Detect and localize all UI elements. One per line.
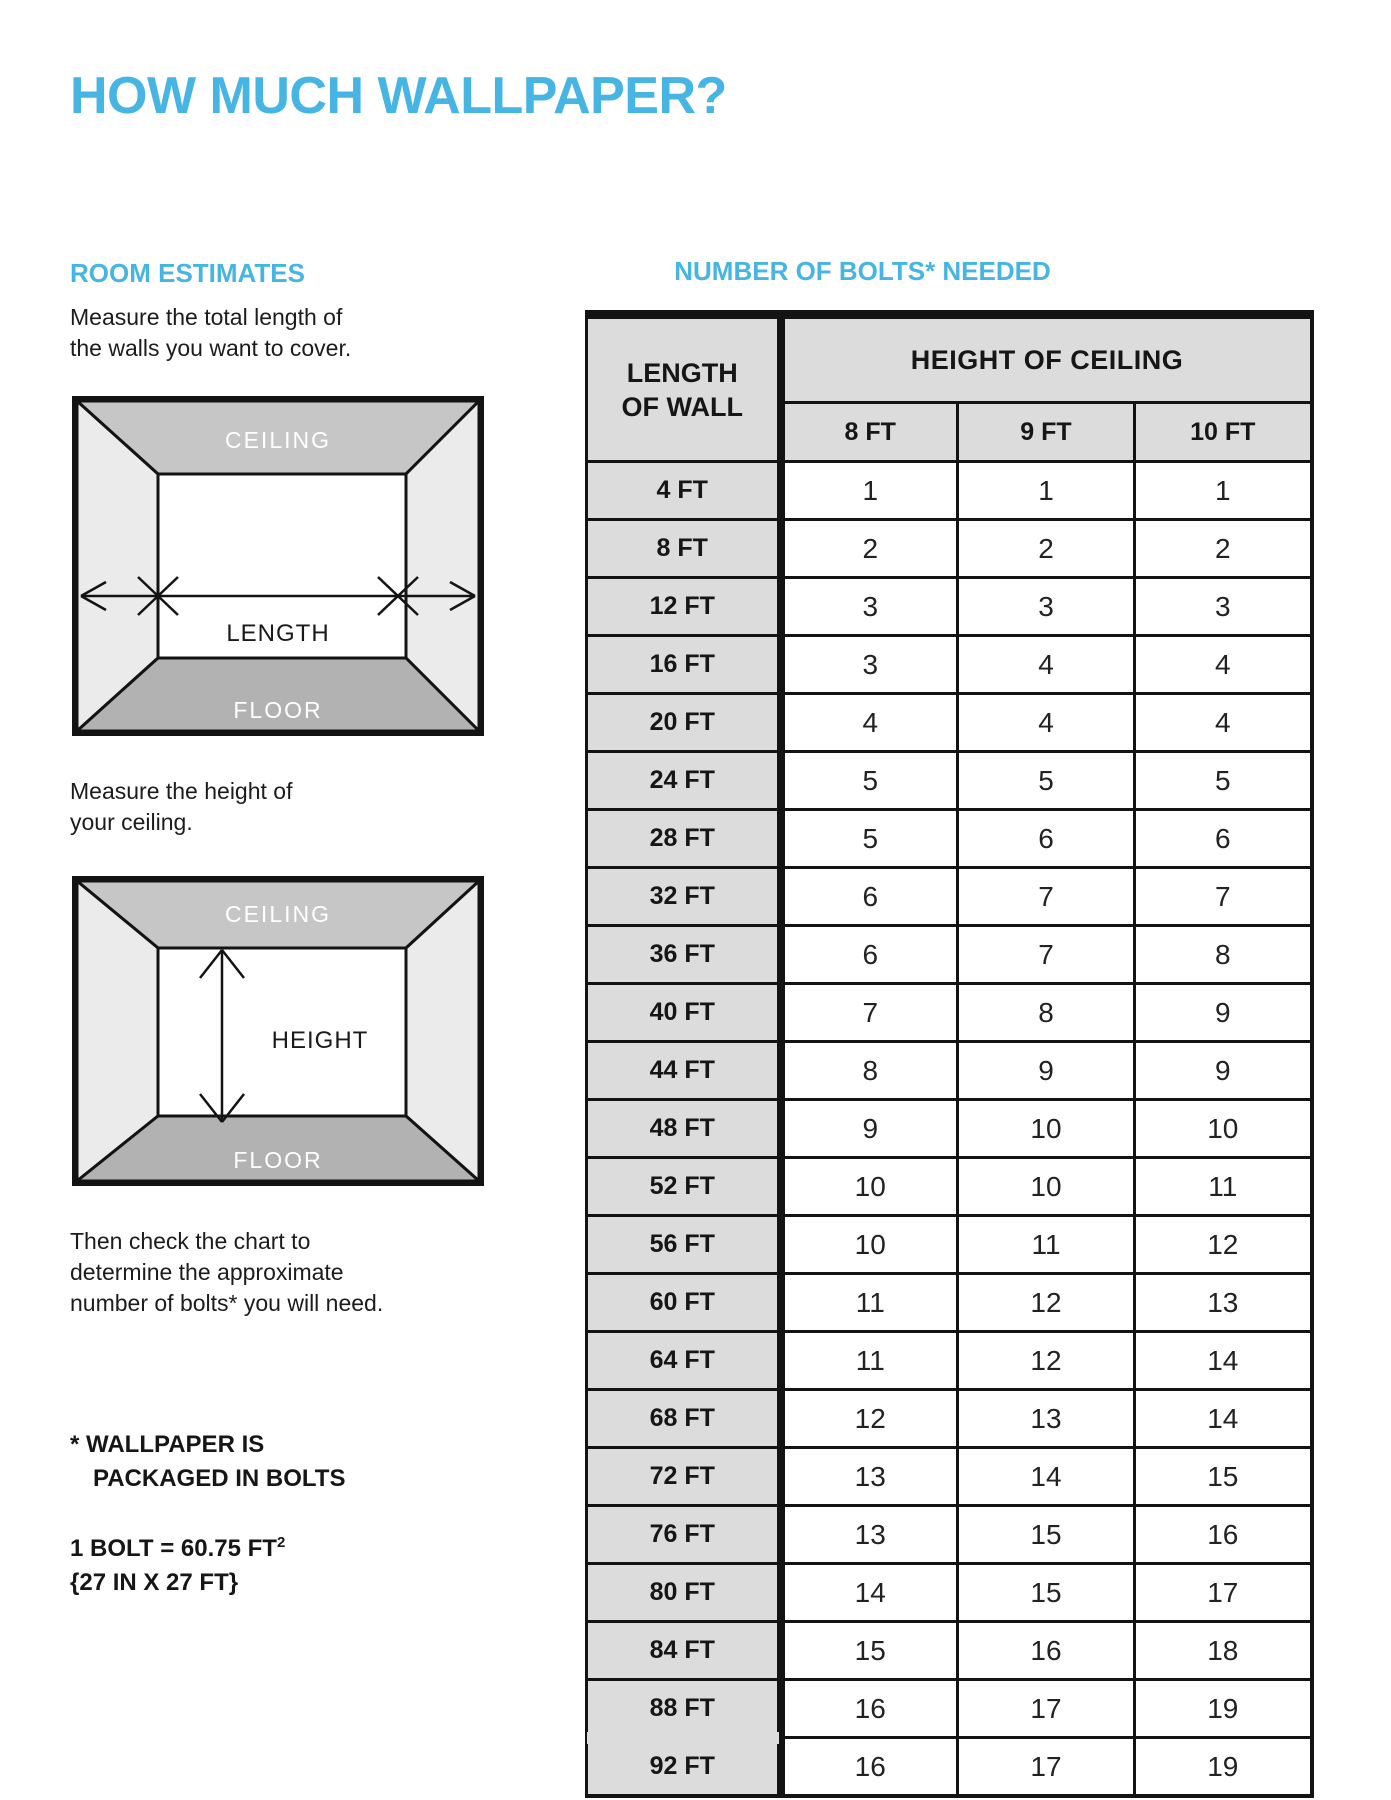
wall-length-cell: 76 FT xyxy=(587,1506,781,1564)
wall-length-cell: 88 FT xyxy=(587,1680,781,1738)
column-header-8ft: 8 FT xyxy=(781,403,958,462)
table-row xyxy=(587,984,1312,1042)
bolt-count-cell: 15 xyxy=(781,1622,958,1680)
wall-length-cell: 44 FT xyxy=(587,1042,781,1100)
table-row xyxy=(587,868,1312,926)
column-header-10ft: 10 FT xyxy=(1135,403,1312,462)
bolt-count-cell: 8 xyxy=(781,1042,958,1100)
wall-length-cell: 48 FT xyxy=(587,1100,781,1158)
bolt-count-cell: 7 xyxy=(781,984,958,1042)
bolt-count-cell: 15 xyxy=(958,1564,1135,1622)
table-row xyxy=(587,1564,1312,1622)
floor-label: FLOOR xyxy=(233,1147,323,1173)
table-row xyxy=(587,810,1312,868)
table-row xyxy=(587,1158,1312,1216)
bolt-count-cell: 12 xyxy=(781,1390,958,1448)
bolt-count-cell: 9 xyxy=(1135,984,1312,1042)
bolt-count-cell: 4 xyxy=(781,694,958,752)
bolt-count-cell: 14 xyxy=(781,1564,958,1622)
bolt-count-cell: 16 xyxy=(1135,1506,1312,1564)
bolts-table-container xyxy=(585,310,1314,1798)
bolt-count-cell: 13 xyxy=(781,1506,958,1564)
wall-length-cell: 64 FT xyxy=(587,1332,781,1390)
bolt-count-cell: 1 xyxy=(958,462,1135,520)
bolt-count-cell: 19 xyxy=(1135,1680,1312,1738)
bolt-count-cell: 4 xyxy=(1135,636,1312,694)
bolt-count-cell: 10 xyxy=(1135,1100,1312,1158)
bolts-table-header xyxy=(587,315,1312,462)
step1-line2: the walls you want to cover. xyxy=(70,335,352,361)
wall-length-cell: 16 FT xyxy=(587,636,781,694)
table-row xyxy=(587,1216,1312,1274)
bolt-count-cell: 16 xyxy=(781,1680,958,1738)
wall-length-cell: 36 FT xyxy=(587,926,781,984)
bolt-count-cell: 16 xyxy=(958,1622,1135,1680)
bolt-count-cell: 11 xyxy=(781,1274,958,1332)
table-row xyxy=(587,1448,1312,1506)
bolt-equation-line1: 1 BOLT = 60.75 $FT^2$ xyxy=(70,1534,286,1562)
bolt-count-cell: 5 xyxy=(781,752,958,810)
table-row xyxy=(587,1390,1312,1448)
bolt-count-cell: 6 xyxy=(781,868,958,926)
wall-length-cell: 92 FT xyxy=(587,1738,781,1797)
step2-text xyxy=(70,776,292,838)
step1-line1: Measure the total length of xyxy=(70,304,343,330)
bolt-count-cell: 10 xyxy=(781,1158,958,1216)
page-title: HOW MUCH WALLPAPER? xyxy=(70,67,727,125)
bolt-count-cell: 5 xyxy=(1135,752,1312,810)
table-row xyxy=(587,694,1312,752)
wall-length-cell: 24 FT xyxy=(587,752,781,810)
step3-line2: determine the approximate xyxy=(70,1259,344,1285)
bolt-footnote xyxy=(70,1428,345,1496)
ceiling-label: CEILING xyxy=(224,901,332,927)
bolt-count-cell: 17 xyxy=(958,1738,1135,1797)
bolt-count-cell: 4 xyxy=(958,636,1135,694)
bolt-count-cell: 7 xyxy=(958,868,1135,926)
wall-length-cell: 4 FT xyxy=(587,462,781,520)
bolt-count-cell: 11 xyxy=(781,1332,958,1390)
bolt-count-cell: 10 xyxy=(958,1100,1135,1158)
length-of-wall-header: LENGTH OF WALL xyxy=(587,315,781,462)
bolt-count-cell: 1 xyxy=(1135,462,1312,520)
bolt-count-cell: 11 xyxy=(958,1216,1135,1274)
bolt-count-cell: 13 xyxy=(781,1448,958,1506)
wall-length-cell: 52 FT xyxy=(587,1158,781,1216)
table-row xyxy=(587,636,1312,694)
table-row xyxy=(587,926,1312,984)
wall-length-cell: 72 FT xyxy=(587,1448,781,1506)
step2-line1: Measure the height of xyxy=(70,778,293,804)
length-room-diagram-svg xyxy=(72,396,484,736)
bolt-count-cell: 10 xyxy=(781,1216,958,1274)
table-row xyxy=(587,520,1312,578)
wall-length-cell: 20 FT xyxy=(587,694,781,752)
wall-length-cell: 28 FT xyxy=(587,810,781,868)
table-row xyxy=(587,1332,1312,1390)
bolts-table xyxy=(585,310,1314,1798)
bolt-count-cell: 15 xyxy=(958,1506,1135,1564)
wall-length-cell: 32 FT xyxy=(587,868,781,926)
bolt-count-cell: 12 xyxy=(958,1332,1135,1390)
bolt-count-cell: 14 xyxy=(1135,1390,1312,1448)
bolt-count-cell: 12 xyxy=(958,1274,1135,1332)
bolt-count-cell: 17 xyxy=(958,1680,1135,1738)
table-row xyxy=(587,1274,1312,1332)
bolt-count-cell: 5 xyxy=(958,752,1135,810)
bolt-count-cell: 6 xyxy=(958,810,1135,868)
bolt-count-cell: 7 xyxy=(1135,868,1312,926)
length-label: LENGTH xyxy=(226,620,330,647)
table-row xyxy=(587,1680,1312,1738)
table-row xyxy=(587,1506,1312,1564)
length-room-diagram xyxy=(72,396,484,741)
bolt-table-body xyxy=(587,462,1312,1797)
bolt-count-cell: 3 xyxy=(781,636,958,694)
bolt-equation xyxy=(70,1526,285,1600)
bolt-count-cell: 2 xyxy=(781,520,958,578)
bolt-count-cell: 1 xyxy=(781,462,958,520)
step3-line3: number of bolts* you will need. xyxy=(70,1290,384,1316)
bolt-count-cell: 7 xyxy=(958,926,1135,984)
table-row xyxy=(587,578,1312,636)
step1-text xyxy=(70,302,351,364)
bolt-count-cell: 14 xyxy=(1135,1332,1312,1390)
wall-length-cell: 8 FT xyxy=(587,520,781,578)
bolt-count-cell: 9 xyxy=(958,1042,1135,1100)
bolt-count-cell: 9 xyxy=(781,1100,958,1158)
bolt-count-cell: 11 xyxy=(1135,1158,1312,1216)
height-label: HEIGHT xyxy=(271,1027,369,1054)
wall-length-cell: 12 FT xyxy=(587,578,781,636)
table-row xyxy=(587,1042,1312,1100)
table-row xyxy=(587,1100,1312,1158)
height-room-diagram xyxy=(72,876,484,1191)
bolt-count-cell: 12 xyxy=(1135,1216,1312,1274)
table-row xyxy=(587,1622,1312,1680)
footnote-line1: * WALLPAPER IS xyxy=(70,1431,265,1458)
wall-length-cell: 68 FT xyxy=(587,1390,781,1448)
bolt-count-cell: 18 xyxy=(1135,1622,1312,1680)
height-room-diagram-svg xyxy=(72,876,484,1186)
room-estimates-heading: ROOM ESTIMATES xyxy=(70,258,305,288)
bolt-count-cell: 9 xyxy=(1135,1042,1312,1100)
bolt-count-cell: 17 xyxy=(1135,1564,1312,1622)
step3-text xyxy=(70,1226,383,1319)
bolt-count-cell: 4 xyxy=(1135,694,1312,752)
floor-label: FLOOR xyxy=(233,697,323,723)
height-of-ceiling-header: HEIGHT OF CEILING xyxy=(781,315,1312,403)
bolt-count-cell: 14 xyxy=(958,1448,1135,1506)
step2-line2: your ceiling. xyxy=(70,809,193,835)
bolt-count-cell: 3 xyxy=(1135,578,1312,636)
bolt-count-cell: 2 xyxy=(1135,520,1312,578)
bolt-count-cell: 19 xyxy=(1135,1738,1312,1797)
bolt-count-cell: 16 xyxy=(781,1738,958,1797)
bolt-count-cell: 8 xyxy=(1135,926,1312,984)
bolt-count-cell: 3 xyxy=(958,578,1135,636)
bolt-count-cell: 3 xyxy=(781,578,958,636)
wall-length-cell: 40 FT xyxy=(587,984,781,1042)
bolt-count-cell: 13 xyxy=(958,1390,1135,1448)
bolt-count-cell: 2 xyxy=(958,520,1135,578)
bolt-count-cell: 6 xyxy=(781,926,958,984)
bolt-count-cell: 6 xyxy=(1135,810,1312,868)
bolt-count-cell: 5 xyxy=(781,810,958,868)
ceiling-label: CEILING xyxy=(224,427,332,453)
wall-length-cell: 80 FT xyxy=(587,1564,781,1622)
table-row xyxy=(587,1738,1312,1797)
bolt-count-cell: 13 xyxy=(1135,1274,1312,1332)
bolt-count-cell: 10 xyxy=(958,1158,1135,1216)
bolts-needed-heading: NUMBER OF BOLTS* NEEDED xyxy=(674,256,1051,286)
superscript-2: 2 xyxy=(276,1534,286,1551)
table-row xyxy=(587,752,1312,810)
bolt-count-cell: 4 xyxy=(958,694,1135,752)
wall-length-cell: 60 FT xyxy=(587,1274,781,1332)
footnote-line2: PACKAGED IN BOLTS xyxy=(93,1465,346,1492)
bolt-count-cell: 8 xyxy=(958,984,1135,1042)
column-header-9ft: 9 FT xyxy=(958,403,1135,462)
wall-length-cell: 56 FT xyxy=(587,1216,781,1274)
bolt-count-cell: 15 xyxy=(1135,1448,1312,1506)
wall-length-cell: 84 FT xyxy=(587,1622,781,1680)
bolt-equation-line2: {27 IN X 27 FT} xyxy=(70,1569,239,1596)
table-left-column-stub xyxy=(587,1732,779,1744)
table-row xyxy=(587,462,1312,520)
step3-line1: Then check the chart to xyxy=(70,1228,311,1254)
